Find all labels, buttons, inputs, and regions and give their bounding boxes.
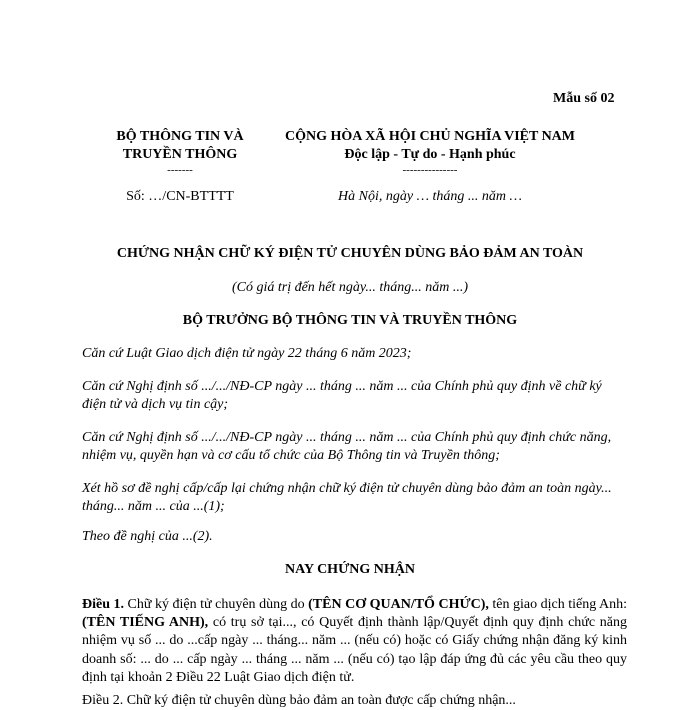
- place-date: Hà Nội, ngày … tháng ... năm …: [338, 189, 522, 204]
- national-dashes: ---------------: [402, 164, 458, 177]
- article-1-text-c: có trụ sở tại..., có Quyết định thành lập/Quyết định quy định chức năng nhiệm vụ số ... do ...cấp ngày ... tháng... năm ... (nếu có) hoặc có Giấy chứng nhận đăng ký kinh doanh số: ... do ... cấp ngày ... tháng ... năm ... (nếu có) tạo lập đáp ứng đủ các yêu cầu theo quy định tại khoản 2 Điều 22 Luật Giao dịch điện tử.: [82, 615, 627, 685]
- national-title: CỘNG HÒA XÃ HỘI CHỦ NGHĨA VIỆT NAM: [284, 129, 575, 144]
- article-1-text-a: Chữ ký điện tử chuyên dùng do: [124, 597, 309, 612]
- article-2-partial: Điều 2. Chữ ký điện tử chuyên dùng bảo đảm an toàn được cấp chứng nhận...: [82, 693, 516, 708]
- article-1-label: Điều 1.: [82, 597, 125, 612]
- document-number: Số: …/CN-BTTTT: [126, 189, 234, 204]
- article-1: [82, 596, 627, 687]
- issuer-header: [95, 128, 265, 175]
- national-header: [280, 128, 580, 175]
- basis-paragraph-4: Xét hồ sơ đề nghị cấp/cấp lại chứng nhận chữ ký điện tử chuyên dùng bảo đảm an toàn ngày... tháng... năm ... của ...(1);: [82, 481, 612, 515]
- article-1-english-name: (TÊN TIẾNG ANH),: [82, 615, 209, 631]
- basis-paragraph-5: Theo đề nghị của ...(2).: [82, 529, 213, 544]
- basis-paragraph-2: Căn cứ Nghị định số .../.../NĐ-CP ngày ... tháng ... năm ... của Chính phủ quy định về chữ ký điện tử và dịch vụ tin cậy;: [82, 379, 602, 413]
- basis-paragraph-1: Căn cứ Luật Giao dịch điện tử ngày 22 tháng 6 năm 2023;: [82, 346, 412, 361]
- article-1-text-b: tên giao dịch tiếng Anh:: [488, 597, 628, 612]
- issuer-dashes: -------: [167, 164, 193, 177]
- issuer-line1: BỘ THÔNG TIN VÀ: [116, 129, 244, 144]
- issuer-line2: TRUYỀN THÔNG: [122, 147, 238, 163]
- national-motto: Độc lập - Tự do - Hạnh phúc: [344, 147, 516, 163]
- certify-heading: NAY CHỨNG NHẬN: [285, 562, 415, 577]
- validity-note: (Có giá trị đến hết ngày... tháng... năm ...): [231, 280, 469, 295]
- article-1-org-name: (TÊN CƠ QUAN/TỔ CHỨC),: [308, 597, 489, 612]
- basis-paragraph-3: Căn cứ Nghị định số .../.../NĐ-CP ngày ... tháng ... năm ... của Chính phủ quy định chức năng, nhiệm vụ, quyền hạn và cơ cấu tổ chức của Bộ Thông tin và Truyền thông;: [82, 430, 612, 464]
- form-number: Mẫu số 02: [553, 91, 615, 106]
- minister-heading: BỘ TRƯỞNG BỘ THÔNG TIN VÀ TRUYỀN THÔNG: [182, 313, 518, 328]
- document-title: CHỨNG NHẬN CHỮ KÝ ĐIỆN TỬ CHUYÊN DÙNG BẢO ĐẢM AN TOÀN: [116, 246, 584, 261]
